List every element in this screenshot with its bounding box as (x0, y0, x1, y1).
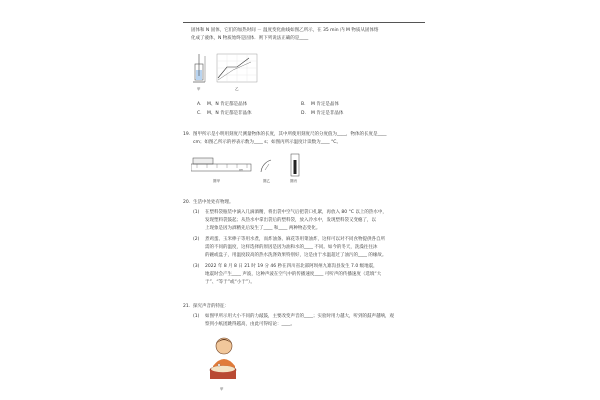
option-a-label: A. (197, 102, 202, 107)
option-c-text: M、N 肯定都是非晶体 (207, 111, 252, 116)
q20-3-line3: 于”、“等于”或“小于”）。 (205, 280, 255, 285)
option-c-label: C. (197, 111, 202, 116)
option-a-text: M、N 肯定都是晶体 (207, 102, 248, 107)
fig-q19-yi: 图乙 (263, 179, 270, 183)
q20-2-line3: 的碗或盘子，用温度较高的热水洗涤效果特别好，这是由于水温超过了油污的____ 的缘故。 (205, 253, 387, 258)
fig-q19-bing: 图丙 (290, 179, 297, 183)
q20-2-line2: 需的不同的温度，这样选择的原因是因为油和水的____ 不同。如今的冬天，洗澡往往沐 (205, 245, 378, 250)
stopwatch-hand (265, 164, 269, 170)
q18-figure (191, 50, 271, 96)
fig-q19-jia: 图甲 (213, 179, 220, 183)
option-d-text: M 肯定是非晶体 (311, 111, 344, 116)
q20-2-label: (2) (193, 237, 200, 242)
stopwatch-dial (261, 160, 271, 172)
exam-page (183, 22, 425, 400)
option-d-label: D. (301, 111, 306, 116)
q18-line1: 固体和 N 固体，它们的加热时间 － 温度变化曲线如图乙所示，在 35 min 内 M 物质从固体熔 (191, 28, 379, 33)
q20-1-line1: 在塑料袋瓶装中滴入几滴酒精，将出袋中空气后把袋口扎紧，再放入 80 °C 以上的热水中， (205, 210, 387, 215)
measured-object (193, 158, 213, 164)
q20-3-label: (3) (193, 264, 200, 269)
q19-figures (191, 152, 311, 192)
q19-number: 19. (183, 132, 191, 137)
person-head (216, 338, 232, 354)
q20-1-label: (1) (193, 210, 200, 215)
q21-figure (203, 334, 243, 394)
q18-line2: 化成了液体，N 物质始终是固体．则下列说法正确的是____ (191, 36, 309, 41)
q20-number: 20. (183, 200, 191, 205)
q21-1-label: (1) (193, 314, 200, 319)
q20-3-line2: 地震时会产生____ 声波，这种声波在空气中的传播速度____ 可听声的传播速度（选填“大 (205, 272, 382, 277)
q20-1-line3: 上现象是因为酒精先后发生了____ 和____ 两种物态变化。 (205, 226, 321, 231)
q21-intro: 探究声音的特征： (193, 304, 229, 309)
paper-ball (218, 364, 220, 366)
curve-n (218, 62, 251, 80)
q20-3-line1: 2022 年 8 月 8 日 21 时 19 分 46 秒在四川省北部阿坝州九寨沟县发生 7.0 级地震， (205, 264, 378, 269)
fig-jia-label: 甲 (197, 87, 201, 91)
fig-q21-label: 甲 (220, 387, 224, 391)
q20-1-line2: 发现塑料袋鼓起；从热水中拿出袋后的塑料袋，放入冷水中，发现塑料袋又变瘪了，以 (205, 218, 376, 223)
fig-yi-label: 乙 (235, 87, 239, 91)
ruler-ticks (197, 164, 247, 168)
option-b-label: B. (301, 102, 306, 107)
q21-line1: 如图甲所示用大小不同的力敲鼓，主要改变声音的____；实验时用力越大，听到的鼓声越响，观 (205, 314, 394, 319)
header-rule (183, 22, 425, 23)
option-b-text: M 肯定是晶体 (311, 102, 339, 107)
q21-line2: 察到小纸团跳得越高，由此可得结论：____。 (205, 322, 295, 327)
ruler-unit: cm (239, 168, 243, 172)
mercury-column (294, 160, 297, 174)
q19-line1: 图甲所示是小明用刻度尺测量物体的长度，其中所使用刻度尺的分度值为____，物体的长度是____ (193, 132, 387, 137)
q20-2-line1: 煮鸡蛋、玉米棒子等用水煮，而炸油条、麻花等用菜油炸，这样可以对不同食物提供各自所 (205, 237, 385, 242)
drum-head (211, 366, 235, 372)
q21-number: 21. (183, 304, 191, 309)
q20-intro: 生活中处处有物理。 (193, 200, 234, 205)
q19-line2: cm；如图乙所示的停表示数为____ s；如图丙所示温度计读数为____ °C。 (193, 140, 341, 145)
